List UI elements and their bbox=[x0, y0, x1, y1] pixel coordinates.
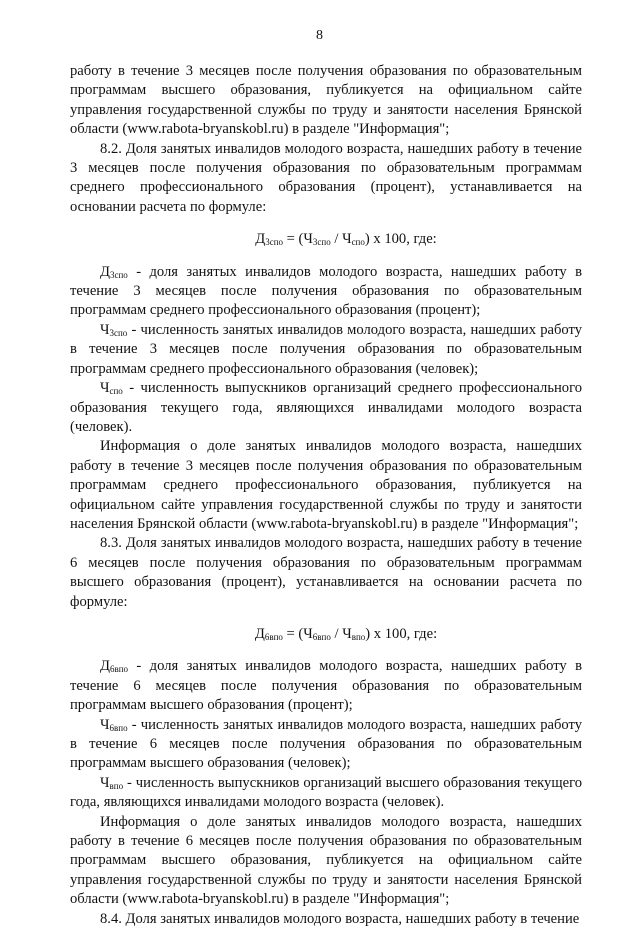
formula-6vpo: $Д_{6впо} = (Ч_{6впо} / Ч_{впо})$ x 100, где: bbox=[254, 625, 438, 642]
definition-ch6vpo: $Ч_{6впо}$ - численность занятых инвалидов молодого возраста, нашедших работу в течение 6 месяцев после получения образования по образовательным программам высшего образования (человек); bbox=[70, 716, 582, 772]
paragraph-info-spo: Информация о доле занятых инвалидов молодого возраста, нашедших работу в течение 3 месяцев после получения образования по образовательным программам среднего профессионального образования, публикуется на официальном сайте управления государственной службы по труду и занятости населения Брянской области (www.rabota-bryanskobl.ru) в разделе "Информация"; bbox=[70, 438, 582, 532]
paragraph-continuation: работу в течение 3 месяцев после получения образования по образовательным программам высшего образования, публикуется на официальном сайте управления государственной службы по труду и занятости населения Брянской области (www.rabota-bryanskobl.ru) в разделе "Информация"; bbox=[70, 63, 582, 138]
paragraph-info-vpo: Информация о доле занятых инвалидов молодого возраста, нашедших работу в течение 6 месяцев после получения образования по образовательным программам высшего образования, публикуется на официальном сайте управления государственной службы по труду и занятости населения Брянской области (www.rabota-bryanskobl.ru) в разделе "Информация"; bbox=[70, 813, 582, 908]
paragraph-8-4: 8.4. Доля занятых инвалидов молодого возраста, нашедших работу в течение bbox=[100, 910, 580, 927]
definition-ch3spo: $Ч_{3спо}$ - численность занятых инвалидов молодого возраста, нашедших работу в течение 3 месяцев после получения образования по образовательным программам среднего профессионального образования (человек); bbox=[70, 321, 582, 377]
definition-d6vpo: $Д_{6впо}$ - доля занятых инвалидов молодого возраста, нашедших работу в течение 6 месяцев после получения образования по образовательным программам высшего образования (процент); bbox=[70, 658, 582, 714]
definition-d3spo: $Д_{3спо}$ - доля занятых инвалидов молодого возраста, нашедших работу в течение 3 месяцев после получения образования по образовательным программам среднего профессионального образования (процент); bbox=[70, 263, 582, 319]
formula-3spo: $Д_{3спо} = (Ч_{3спо} / Ч_{спо})$ x 100, где: bbox=[255, 231, 437, 248]
definition-chvpo: $Ч_{впо}$ - численность выпускников организаций высшего образования текущего года, являющихся инвалидами молодого возраста (человек). bbox=[70, 774, 582, 811]
page-number: 8 bbox=[316, 28, 323, 43]
definition-chspo: $Ч_{спо}$ - численность выпускников организаций среднего профессионального образования текущего года, являющихся инвалидами молодого возраста (человек). bbox=[70, 380, 582, 435]
paragraph-8-2: 8.2. Доля занятых инвалидов молодого возраста, нашедших работу в течение 3 месяцев после получения образования по образовательным программам среднего профессионального образования (процент), устанавливается на основании расчета по формуле: bbox=[70, 140, 582, 215]
paragraph-8-3: 8.3. Доля занятых инвалидов молодого возраста, нашедших работу в течение 6 месяцев после получения образования по образовательным программам высшего образования (процент), устанавливается на основании расчета по формуле: bbox=[70, 535, 582, 610]
document-body bbox=[70, 62, 582, 929]
